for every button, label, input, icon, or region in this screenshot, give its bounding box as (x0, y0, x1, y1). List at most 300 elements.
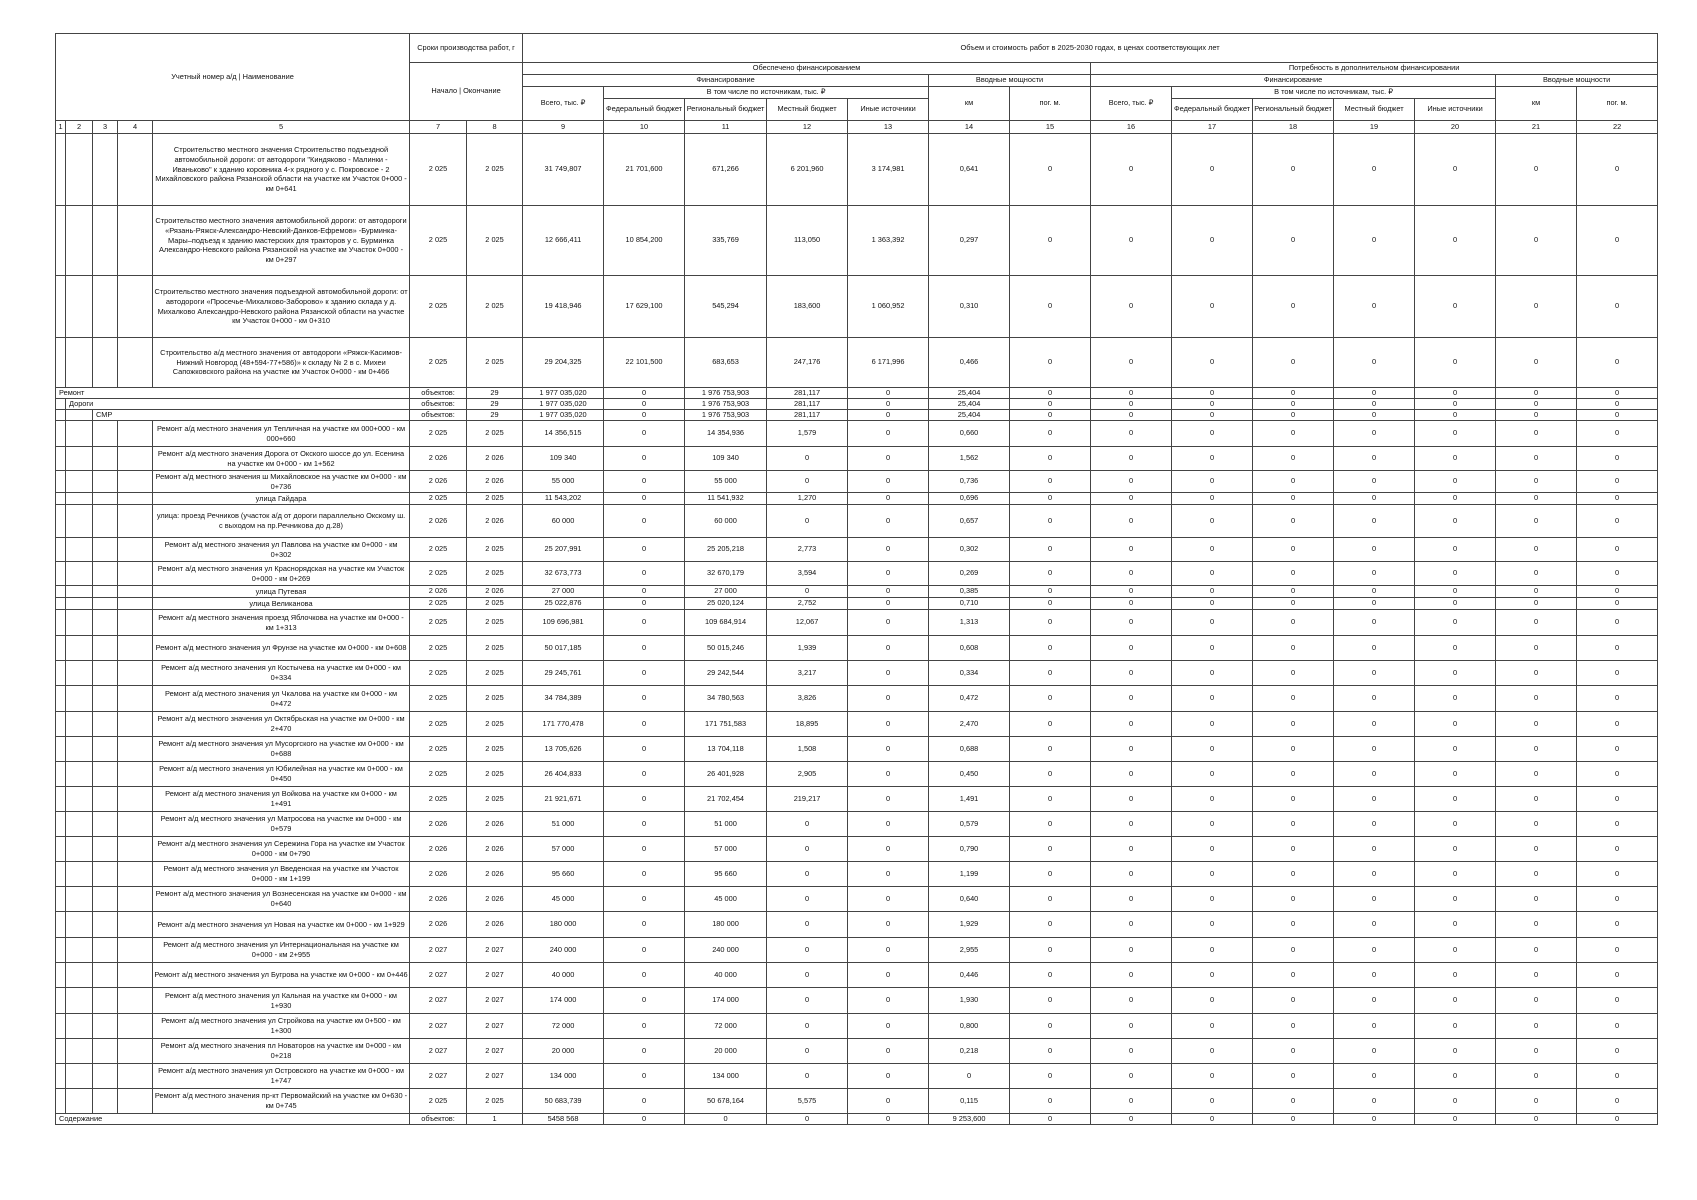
value-cell: 0 (1253, 276, 1334, 338)
value-cell: 60 000 (685, 505, 767, 538)
value-cell: 2 026 (467, 447, 523, 471)
value-cell: 0 (604, 538, 685, 562)
value-cell: 0 (1415, 862, 1496, 887)
object-name: Ремонт а/д местного значения ул Бугрова на участке км 0+000 - км 0+446 (153, 963, 410, 988)
object-name: Ремонт а/д местного значения ул Кальная на участке км 0+000 - км 1+930 (153, 988, 410, 1014)
value-cell: 0 (1577, 388, 1658, 399)
value-cell: 0 (1172, 837, 1253, 862)
value-cell: 240 000 (685, 938, 767, 963)
value-cell: 25 022,876 (523, 598, 604, 610)
empty-cell (93, 598, 118, 610)
value-cell: 1,508 (767, 737, 848, 762)
table-row (56, 471, 1658, 493)
value-cell: 2 027 (467, 963, 523, 988)
empty-cell (118, 686, 153, 712)
value-cell: 109 684,914 (685, 610, 767, 636)
empty-cell (66, 610, 93, 636)
value-cell: 0 (1253, 912, 1334, 938)
value-cell: 50 015,246 (685, 636, 767, 661)
value-cell: 0 (1010, 388, 1091, 399)
table-row (56, 963, 1658, 988)
value-cell: объектов: (410, 399, 467, 410)
empty-cell (118, 963, 153, 988)
value-cell: 2 026 (410, 912, 467, 938)
value-cell: 45 000 (685, 887, 767, 912)
value-cell: 2 026 (410, 447, 467, 471)
value-cell: 0 (1172, 1014, 1253, 1039)
empty-cell (93, 338, 118, 388)
value-cell: 0 (848, 1039, 929, 1064)
value-cell: 2 025 (467, 636, 523, 661)
value-cell: 0 (1577, 338, 1658, 388)
value-cell: 0 (1334, 963, 1415, 988)
value-cell: 2 027 (410, 1014, 467, 1039)
value-cell: 2 025 (467, 598, 523, 610)
capacity-header: Вводные мощности (929, 75, 1091, 87)
empty-cell (93, 686, 118, 712)
value-cell: 0 (1334, 447, 1415, 471)
value-cell: 0 (1253, 787, 1334, 812)
table-row (56, 787, 1658, 812)
value-cell: 0 (1091, 1064, 1172, 1089)
value-cell: 2 025 (410, 421, 467, 447)
value-cell: 0 (1253, 712, 1334, 737)
value-cell: 0,800 (929, 1014, 1010, 1039)
value-cell: 0 (848, 963, 929, 988)
empty-cell (56, 1014, 66, 1039)
value-cell: 2 025 (410, 737, 467, 762)
value-cell: 0 (1010, 787, 1091, 812)
value-cell: 57 000 (685, 837, 767, 862)
value-cell: 2,470 (929, 712, 1010, 737)
value-cell: 0,641 (929, 134, 1010, 206)
value-cell: 0 (604, 787, 685, 812)
value-cell: 0 (1172, 963, 1253, 988)
value-cell: 2 026 (467, 586, 523, 598)
value-cell: 0 (1496, 837, 1577, 862)
value-cell: 0 (1010, 686, 1091, 712)
value-cell: 0 (1091, 787, 1172, 812)
volume-header: Объем и стоимость работ в 2025-2030 годах, в ценах соответствующих лет (523, 34, 1658, 63)
value-cell: 0 (1253, 538, 1334, 562)
empty-cell (93, 447, 118, 471)
value-cell: 0 (1172, 712, 1253, 737)
empty-cell (93, 963, 118, 988)
object-name: Ремонт а/д местного значения ул Тепличная на участке км 000+000 - км 000+660 (153, 421, 410, 447)
value-cell: 0 (604, 586, 685, 598)
table-row (56, 837, 1658, 862)
value-cell: 0 (848, 661, 929, 686)
value-cell: 0 (1253, 410, 1334, 421)
value-cell: 3,217 (767, 661, 848, 686)
value-cell: 0 (1415, 812, 1496, 837)
empty-cell (56, 1039, 66, 1064)
object-name: Ремонт а/д местного значения пр-кт Первомайский на участке км 0+630 - км 0+745 (153, 1089, 410, 1114)
value-cell: 0 (848, 1114, 929, 1125)
value-cell: 0 (1091, 399, 1172, 410)
value-cell: 0 (1172, 938, 1253, 963)
km-header: км (929, 87, 1010, 121)
value-cell: 0 (848, 421, 929, 447)
value-cell: 1,579 (767, 421, 848, 447)
empty-cell (56, 562, 66, 586)
empty-cell (66, 493, 93, 505)
value-cell: 0 (604, 1089, 685, 1114)
value-cell: 0,385 (929, 586, 1010, 598)
value-cell: 0 (1091, 421, 1172, 447)
empty-cell (56, 938, 66, 963)
value-cell: 0 (1010, 712, 1091, 737)
value-cell: 2 025 (410, 276, 467, 338)
empty-cell (118, 338, 153, 388)
empty-cell (93, 887, 118, 912)
value-cell: 0 (767, 887, 848, 912)
value-cell: 1,491 (929, 787, 1010, 812)
value-cell: 0 (604, 447, 685, 471)
value-cell: 0 (1496, 737, 1577, 762)
value-cell: 0 (1253, 598, 1334, 610)
value-cell: 0,446 (929, 963, 1010, 988)
value-cell: 0 (1334, 610, 1415, 636)
value-cell: 0 (1253, 134, 1334, 206)
value-cell: 0 (1496, 134, 1577, 206)
value-cell: 17 629,100 (604, 276, 685, 338)
empty-cell (56, 812, 66, 837)
value-cell: 13 705,626 (523, 737, 604, 762)
value-cell: 0 (1334, 661, 1415, 686)
group-label: Дороги (66, 399, 410, 410)
value-cell: 0 (1091, 598, 1172, 610)
financing-header-2: Финансирование (1091, 75, 1496, 87)
value-cell: 72 000 (685, 1014, 767, 1039)
value-cell: 0 (604, 505, 685, 538)
empty-cell (66, 206, 93, 276)
value-cell: 0 (848, 938, 929, 963)
value-cell: 2 025 (410, 712, 467, 737)
value-cell: 0 (1577, 399, 1658, 410)
empty-cell (56, 988, 66, 1014)
value-cell: 2 026 (467, 887, 523, 912)
value-cell: 95 660 (523, 862, 604, 887)
value-cell: 0 (1172, 134, 1253, 206)
value-cell: 19 418,946 (523, 276, 604, 338)
column-number: 22 (1577, 121, 1658, 134)
value-cell: 0 (1172, 410, 1253, 421)
column-number: 13 (848, 121, 929, 134)
value-cell: 0 (1010, 206, 1091, 276)
value-cell: 174 000 (523, 988, 604, 1014)
empty-cell (93, 762, 118, 787)
value-cell: 0 (1253, 493, 1334, 505)
object-name: Ремонт а/д местного значения ул Сережина Гора на участке км Участок 0+000 - км 0+790 (153, 837, 410, 862)
value-cell: 25 205,218 (685, 538, 767, 562)
value-cell: 0 (1010, 837, 1091, 862)
value-cell: 0 (1334, 636, 1415, 661)
timing-header: Сроки производства работ, г (410, 34, 523, 63)
empty-cell (66, 762, 93, 787)
table-row (56, 421, 1658, 447)
value-cell: 0 (1577, 1039, 1658, 1064)
value-cell: 29 (467, 388, 523, 399)
value-cell: 0 (1496, 887, 1577, 912)
value-cell: 0 (1496, 598, 1577, 610)
value-cell: 0 (604, 837, 685, 862)
value-cell: 0 (1091, 912, 1172, 938)
value-cell: 0 (1415, 963, 1496, 988)
value-cell: 0 (1172, 912, 1253, 938)
value-cell: 25 020,124 (685, 598, 767, 610)
value-cell: 25,404 (929, 388, 1010, 399)
value-cell: 0 (767, 812, 848, 837)
value-cell: 60 000 (523, 505, 604, 538)
value-cell: 0 (604, 1114, 685, 1125)
value-cell: 25 207,991 (523, 538, 604, 562)
empty-cell (56, 1089, 66, 1114)
value-cell: 3 174,981 (848, 134, 929, 206)
empty-cell (93, 912, 118, 938)
empty-cell (66, 538, 93, 562)
value-cell: 29 (467, 399, 523, 410)
object-name: улица Великанова (153, 598, 410, 610)
empty-cell (93, 712, 118, 737)
value-cell: 0 (1334, 787, 1415, 812)
empty-cell (118, 1039, 153, 1064)
value-cell: 0 (929, 1064, 1010, 1089)
value-cell: 0 (1091, 712, 1172, 737)
value-cell: 0 (767, 938, 848, 963)
column-number: 9 (523, 121, 604, 134)
empty-cell (118, 586, 153, 598)
value-cell: 31 749,807 (523, 134, 604, 206)
value-cell: 12,067 (767, 610, 848, 636)
value-cell: 0 (1577, 887, 1658, 912)
value-cell: 2 025 (467, 276, 523, 338)
table-row (56, 812, 1658, 837)
table-row (56, 862, 1658, 887)
value-cell: 2 025 (467, 134, 523, 206)
value-cell: 11 541,932 (685, 493, 767, 505)
value-cell: 2 025 (467, 421, 523, 447)
empty-cell (93, 837, 118, 862)
column-number: 7 (410, 121, 467, 134)
value-cell: 0 (1496, 963, 1577, 988)
value-cell: 0 (1010, 1039, 1091, 1064)
value-cell: 0 (604, 963, 685, 988)
value-cell: 0,115 (929, 1089, 1010, 1114)
indent-cell (66, 410, 93, 421)
value-cell: 0 (1415, 1064, 1496, 1089)
column-number: 14 (929, 121, 1010, 134)
value-cell: 0 (1010, 505, 1091, 538)
object-name: Ремонт а/д местного значения ул Краснорядская на участке км Участок 0+000 - км 0+269 (153, 562, 410, 586)
value-cell: 0,450 (929, 762, 1010, 787)
value-cell: 0 (767, 586, 848, 598)
value-cell: 0 (1415, 1114, 1496, 1125)
value-cell: 51 000 (685, 812, 767, 837)
federal-header-2: Федеральный бюджет (1172, 99, 1253, 121)
value-cell: 0 (1091, 505, 1172, 538)
value-cell: 2 025 (410, 762, 467, 787)
value-cell: 0 (1010, 586, 1091, 598)
value-cell: 25,404 (929, 410, 1010, 421)
value-cell: 0 (1577, 421, 1658, 447)
value-cell: 0 (767, 1114, 848, 1125)
value-cell: 0 (1091, 963, 1172, 988)
value-cell: 2 025 (410, 686, 467, 712)
value-cell: 0 (1253, 421, 1334, 447)
value-cell: 0 (1577, 1064, 1658, 1089)
empty-cell (56, 661, 66, 686)
value-cell: 0 (1010, 447, 1091, 471)
value-cell: 0,710 (929, 598, 1010, 610)
value-cell: 0 (1577, 1014, 1658, 1039)
empty-cell (66, 1014, 93, 1039)
value-cell: 32 673,773 (523, 562, 604, 586)
value-cell: 0 (1577, 938, 1658, 963)
empty-cell (66, 1064, 93, 1089)
empty-cell (56, 636, 66, 661)
empty-cell (66, 134, 93, 206)
value-cell: 0 (1253, 963, 1334, 988)
value-cell: 26 404,833 (523, 762, 604, 787)
object-name: Строительство местного значения автомобильной дороги: от автодороги «Рязань-Ряжск-Александро-Невский-Данков-Ефремов» -Бурминка-Мары–подъезд к зданию мастерских для тракторов у с. Бурминка Александро-Невского района Рязанской на участке км Участок 0+000 - км 0+297 (153, 206, 410, 276)
table-row (56, 636, 1658, 661)
value-cell: 0 (1496, 762, 1577, 787)
value-cell: 0,334 (929, 661, 1010, 686)
local-header: Местный бюджет (767, 99, 848, 121)
value-cell: 0,466 (929, 338, 1010, 388)
value-cell: 0 (1415, 712, 1496, 737)
empty-cell (93, 812, 118, 837)
value-cell: 683,653 (685, 338, 767, 388)
value-cell: 0 (1091, 1089, 1172, 1114)
value-cell: 0 (1496, 610, 1577, 636)
empty-cell (66, 276, 93, 338)
value-cell: 40 000 (523, 963, 604, 988)
value-cell: 0 (1577, 963, 1658, 988)
column-number: 3 (93, 121, 118, 134)
value-cell: 0 (1334, 737, 1415, 762)
empty-cell (66, 862, 93, 887)
value-cell: 2 025 (410, 787, 467, 812)
value-cell: 2 026 (410, 812, 467, 837)
value-cell: 0,297 (929, 206, 1010, 276)
empty-cell (118, 887, 153, 912)
empty-cell (93, 1014, 118, 1039)
value-cell: 5,575 (767, 1089, 848, 1114)
value-cell: 0 (604, 862, 685, 887)
value-cell: 0 (1010, 1089, 1091, 1114)
table-row (56, 206, 1658, 276)
group-row (56, 399, 1658, 410)
value-cell: 5458 568 (523, 1114, 604, 1125)
value-cell: 1,939 (767, 636, 848, 661)
value-cell: 2 026 (410, 887, 467, 912)
value-cell: 0 (1334, 1114, 1415, 1125)
value-cell: 0 (1091, 636, 1172, 661)
value-cell: 0 (604, 636, 685, 661)
empty-cell (118, 661, 153, 686)
object-name: Ремонт а/д местного значения ул Мусоргского на участке км 0+000 - км 0+688 (153, 737, 410, 762)
object-name: Строительство а/д местного значения от автодороги «Ряжск-Касимов-Нижний Новгород (48+594-77+586)» к складу № 2 в с. Михеи Сапожковского района на участке км Участок 0+000 - км 0+466 (153, 338, 410, 388)
value-cell: 0 (767, 471, 848, 493)
value-cell: 0 (1334, 988, 1415, 1014)
value-cell: 34 780,563 (685, 686, 767, 712)
empty-cell (56, 837, 66, 862)
value-cell: 2 027 (467, 1039, 523, 1064)
value-cell: 0 (1577, 410, 1658, 421)
value-cell: 0 (1172, 862, 1253, 887)
value-cell: 1 977 035,020 (523, 399, 604, 410)
value-cell: 180 000 (685, 912, 767, 938)
value-cell: 0 (1010, 1114, 1091, 1125)
value-cell: 183,600 (767, 276, 848, 338)
value-cell: 10 854,200 (604, 206, 685, 276)
value-cell: 0 (1091, 388, 1172, 399)
value-cell: 0 (1091, 938, 1172, 963)
value-cell: 3,594 (767, 562, 848, 586)
column-number: 15 (1010, 121, 1091, 134)
empty-cell (56, 493, 66, 505)
value-cell: 0 (1172, 562, 1253, 586)
object-name: Ремонт а/д местного значения ул Октябрьская на участке км 0+000 - км 2+470 (153, 712, 410, 737)
value-cell: 0 (1496, 505, 1577, 538)
value-cell: 0 (1091, 610, 1172, 636)
value-cell: 2 025 (467, 712, 523, 737)
column-number: 2 (66, 121, 93, 134)
value-cell: 0 (1496, 812, 1577, 837)
value-cell: 29 245,761 (523, 661, 604, 686)
empty-cell (118, 538, 153, 562)
value-cell: 0 (1010, 399, 1091, 410)
value-cell: 0 (848, 538, 929, 562)
value-cell: 14 356,515 (523, 421, 604, 447)
value-cell: 0,472 (929, 686, 1010, 712)
table-row (56, 661, 1658, 686)
value-cell: 2 025 (410, 636, 467, 661)
value-cell: 0 (1010, 338, 1091, 388)
empty-cell (66, 737, 93, 762)
value-cell: 0 (1334, 562, 1415, 586)
empty-cell (56, 737, 66, 762)
value-cell: 0 (1091, 410, 1172, 421)
empty-cell (93, 610, 118, 636)
value-cell: 0 (1172, 276, 1253, 338)
value-cell: 34 784,389 (523, 686, 604, 712)
value-cell: 2 027 (410, 1039, 467, 1064)
value-cell: 0 (1172, 421, 1253, 447)
column-number: 11 (685, 121, 767, 134)
value-cell: 0 (1415, 505, 1496, 538)
value-cell: 0 (848, 505, 929, 538)
column-numbers-row (56, 121, 1658, 134)
empty-cell (66, 562, 93, 586)
value-cell: 0 (1577, 610, 1658, 636)
value-cell: 335,769 (685, 206, 767, 276)
value-cell: 0 (1172, 493, 1253, 505)
value-cell: 0 (1496, 493, 1577, 505)
value-cell: 240 000 (523, 938, 604, 963)
value-cell: 0 (848, 493, 929, 505)
value-cell: 2 026 (467, 812, 523, 837)
value-cell: 0 (1334, 1064, 1415, 1089)
value-cell: 0 (1172, 206, 1253, 276)
value-cell: 0 (1415, 787, 1496, 812)
empty-cell (66, 1039, 93, 1064)
value-cell: 0 (604, 812, 685, 837)
object-name: Ремонт а/д местного значения ул Вознесенская на участке км 0+000 - км 0+640 (153, 887, 410, 912)
value-cell: 0 (1496, 1089, 1577, 1114)
